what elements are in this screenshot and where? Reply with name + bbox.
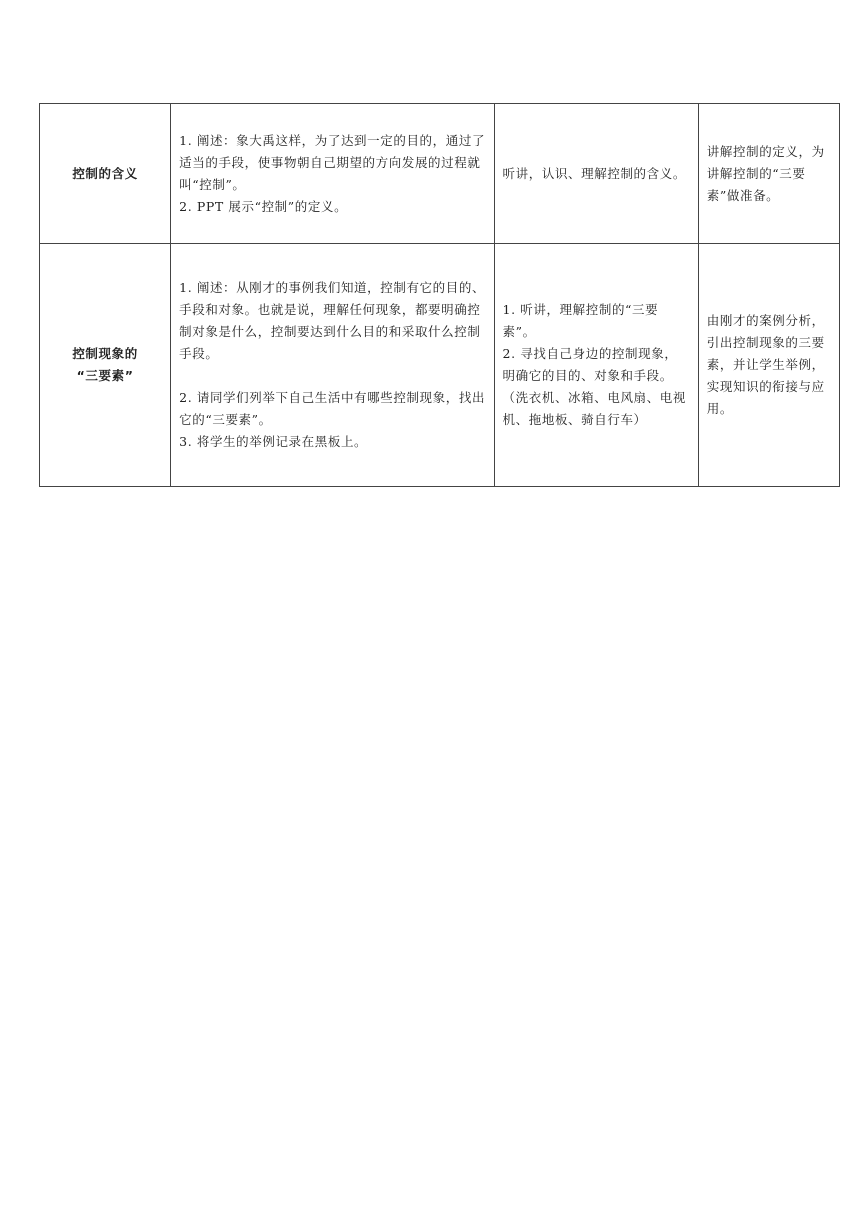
design-intent-cell	[698, 244, 839, 487]
design-intent-text: 讲解控制的定义，为讲解控制的“三要素”做准备。	[706, 143, 825, 203]
student-activity-text: 1. 听讲，理解控制的“三要素”。	[502, 302, 659, 339]
teacher-activity-text: 1. 阐述：象大禹这样，为了达到一定的目的，通过了适当的手段，使事物朝自己期望的方向发展的过程就叫“控制”。	[179, 132, 486, 192]
student-activity-cell	[494, 244, 698, 487]
topic-cell	[40, 104, 171, 244]
table-row	[40, 104, 840, 244]
teacher-activity-cell	[171, 104, 494, 244]
paragraph-gap	[179, 365, 485, 387]
lesson-plan-table	[39, 103, 840, 487]
topic-cell	[40, 244, 171, 487]
student-activity-text: 2. 寻找自己身边的控制现象，明确它的目的、对象和手段。（洗衣机、冰箱、电风扇、电视机、拖地板、骑自行车）	[502, 346, 686, 427]
teacher-activity-text: 2. 请同学们列举下自己生活中有哪些控制现象，找出它的“三要素”。	[179, 390, 486, 427]
topic-text: 控制现象的	[72, 346, 138, 361]
teacher-activity-text: 2. PPT 展示“控制”的定义。	[179, 198, 348, 214]
student-activity-text: 听讲，认识、理解控制的含义。	[502, 165, 686, 181]
teacher-activity-cell	[171, 244, 494, 487]
topic-text: “三要素”	[76, 368, 134, 383]
teacher-activity-text: 1. 阐述：从刚才的事例我们知道，控制有它的目的、手段和对象。也就是说，理解任何现象，都要明确控制对象是什么，控制要达到什么目的和采取什么控制手段。	[179, 280, 486, 361]
design-intent-text: 由刚才的案例分析，引出控制现象的三要素，并让学生举例，实现知识的衔接与应用。	[706, 313, 825, 416]
design-intent-cell	[698, 104, 839, 244]
topic-text: 控制的含义	[72, 165, 138, 181]
table-row	[40, 244, 840, 487]
teacher-activity-text: 3. 将学生的举例记录在黑板上。	[179, 434, 368, 449]
student-activity-cell	[494, 104, 698, 244]
